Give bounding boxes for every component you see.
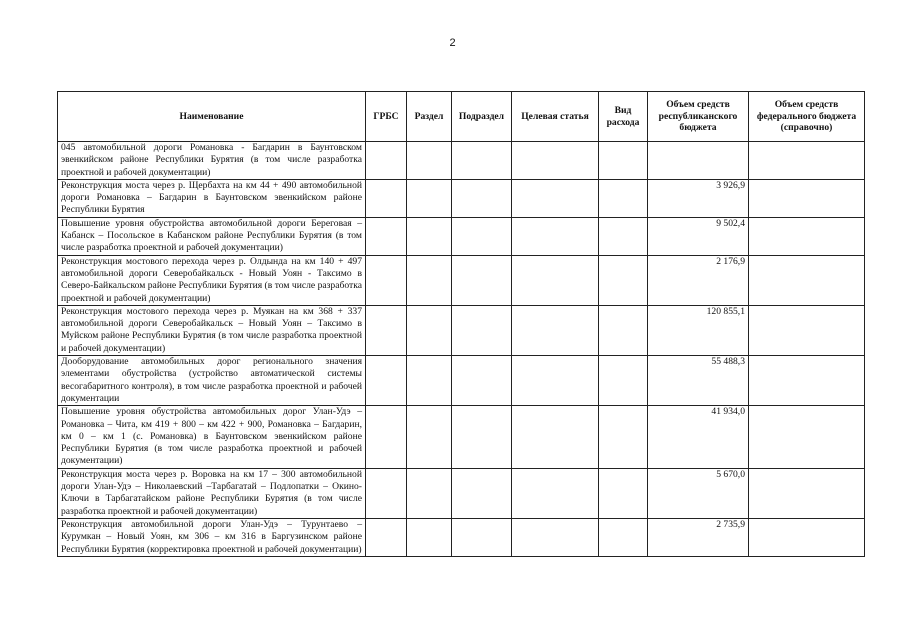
subsection-cell [452,142,512,180]
grbs-cell [366,406,407,468]
target-article-cell [512,406,599,468]
grbs-cell [366,142,407,180]
page-number: 2 [449,37,456,49]
section-cell [407,406,452,468]
republic-budget-cell: 9 502,4 [648,217,749,255]
header-grbs: ГРБС [366,92,407,142]
section-cell [407,305,452,355]
target-article-cell [512,468,599,518]
expense-type-cell [599,142,648,180]
section-cell [407,179,452,217]
republic-budget-cell: 3 926,9 [648,179,749,217]
grbs-cell [366,179,407,217]
expense-type-cell [599,217,648,255]
name-cell: Повышение уровня обустройства автомобильных дорог Улан-Удэ – Романовка – Чита, км 419 + 800 – км 422 + 900, Романовка – Багдарин, км 0 – км 1 (с. Романовка) в Баунтовском эвенкийском районе Республики Бурятия (в том числе разработка проектной и рабочей документации) [58,406,366,468]
section-cell [407,255,452,305]
table-body [58,142,865,557]
header-target-article: Целевая статья [512,92,599,142]
header-row [58,92,865,142]
table-row [58,179,865,217]
expense-type-cell [599,255,648,305]
federal-budget-cell [749,217,865,255]
name-cell: Реконструкция моста через р. Щербахта на км 44 + 490 автомобильной дороги Романовка – Багдарин в Баунтовском эвенкийском районе Республики Бурятия [58,179,366,217]
target-article-cell [512,305,599,355]
federal-budget-cell [749,406,865,468]
subsection-cell [452,356,512,406]
section-cell [407,217,452,255]
table-row [58,468,865,518]
grbs-cell [366,356,407,406]
expense-type-cell [599,179,648,217]
federal-budget-cell [749,142,865,180]
table-row [58,518,865,556]
grbs-cell [366,305,407,355]
federal-budget-cell [749,356,865,406]
expense-type-cell [599,356,648,406]
subsection-cell [452,217,512,255]
expense-type-cell [599,406,648,468]
target-article-cell [512,356,599,406]
header-federal-budget: Объем средств федерального бюджета (справочно) [749,92,865,142]
budget-table [57,91,865,557]
target-article-cell [512,142,599,180]
table-row [58,406,865,468]
name-cell: Дооборудование автомобильных дорог регионального значения элементами обустройства (устройство автоматической системы весогабаритного контроля), в том числе разработка проектной и рабочей документации [58,356,366,406]
table-row [58,305,865,355]
grbs-cell [366,468,407,518]
grbs-cell [366,255,407,305]
federal-budget-cell [749,179,865,217]
header-republic-budget: Объем средств республиканского бюджета [648,92,749,142]
target-article-cell [512,518,599,556]
expense-type-cell [599,305,648,355]
table-row [58,255,865,305]
header-name: Наименование [58,92,366,142]
expense-type-cell [599,518,648,556]
name-cell: Реконструкция мостового перехода через р. Муякан на км 368 + 337 автомобильной дороги Северобайкальск – Новый Уоян – Таксимо в Муйском районе Республики Бурятия (в том числе разработка проектной и рабочей документации) [58,305,366,355]
subsection-cell [452,468,512,518]
section-cell [407,518,452,556]
table-row [58,356,865,406]
federal-budget-cell [749,468,865,518]
name-cell: 045 автомобильной дороги Романовка - Багдарин в Баунтовском эвенкийском районе Республики Бурятия (в том числе разработка проектной и рабочей документации) [58,142,366,180]
target-article-cell [512,179,599,217]
target-article-cell [512,217,599,255]
subsection-cell [452,406,512,468]
name-cell: Реконструкция моста через р. Воровка на км 17 – 300 автомобильной дороги Улан-Удэ – Николаевский –Тарбагатай – Подлопатки – Окино-Ключи в Тарбагатайском районе Республики Бурятия (в том числе разработка проектной и рабочей документации) [58,468,366,518]
federal-budget-cell [749,305,865,355]
federal-budget-cell [749,518,865,556]
republic-budget-cell: 55 488,3 [648,356,749,406]
republic-budget-cell: 120 855,1 [648,305,749,355]
table-row [58,142,865,180]
republic-budget-cell: 2 176,9 [648,255,749,305]
federal-budget-cell [749,255,865,305]
expense-type-cell [599,468,648,518]
section-cell [407,356,452,406]
table-row [58,217,865,255]
grbs-cell [366,217,407,255]
subsection-cell [452,518,512,556]
subsection-cell [452,255,512,305]
header-subsection: Подраздел [452,92,512,142]
name-cell: Повышение уровня обустройства автомобильной дороги Береговая – Кабанск – Посольское в Кабанском районе Республики Бурятия (в том числе разработка проектной и рабочей документации) [58,217,366,255]
subsection-cell [452,179,512,217]
republic-budget-cell: 41 934,0 [648,406,749,468]
section-cell [407,142,452,180]
header-section: Раздел [407,92,452,142]
target-article-cell [512,255,599,305]
name-cell: Реконструкция мостового перехода через р. Олдында на км 140 + 497 автомобильной дороги Северобайкальск - Новый Уоян - Таксимо в Северо-Байкальском районе Республики Бурятия (в том числе разработка проектной и рабочей документации) [58,255,366,305]
header-expense-type: Вид расхода [599,92,648,142]
name-cell: Реконструкция автомобильной дороги Улан-Удэ – Турунтаево – Курумкан – Новый Уоян, км 306 – км 316 в Баргузинском районе Республики Бурятия (корректировка проектной и рабочей документации) [58,518,366,556]
subsection-cell [452,305,512,355]
republic-budget-cell [648,142,749,180]
section-cell [407,468,452,518]
republic-budget-cell: 5 670,0 [648,468,749,518]
republic-budget-cell: 2 735,9 [648,518,749,556]
grbs-cell [366,518,407,556]
